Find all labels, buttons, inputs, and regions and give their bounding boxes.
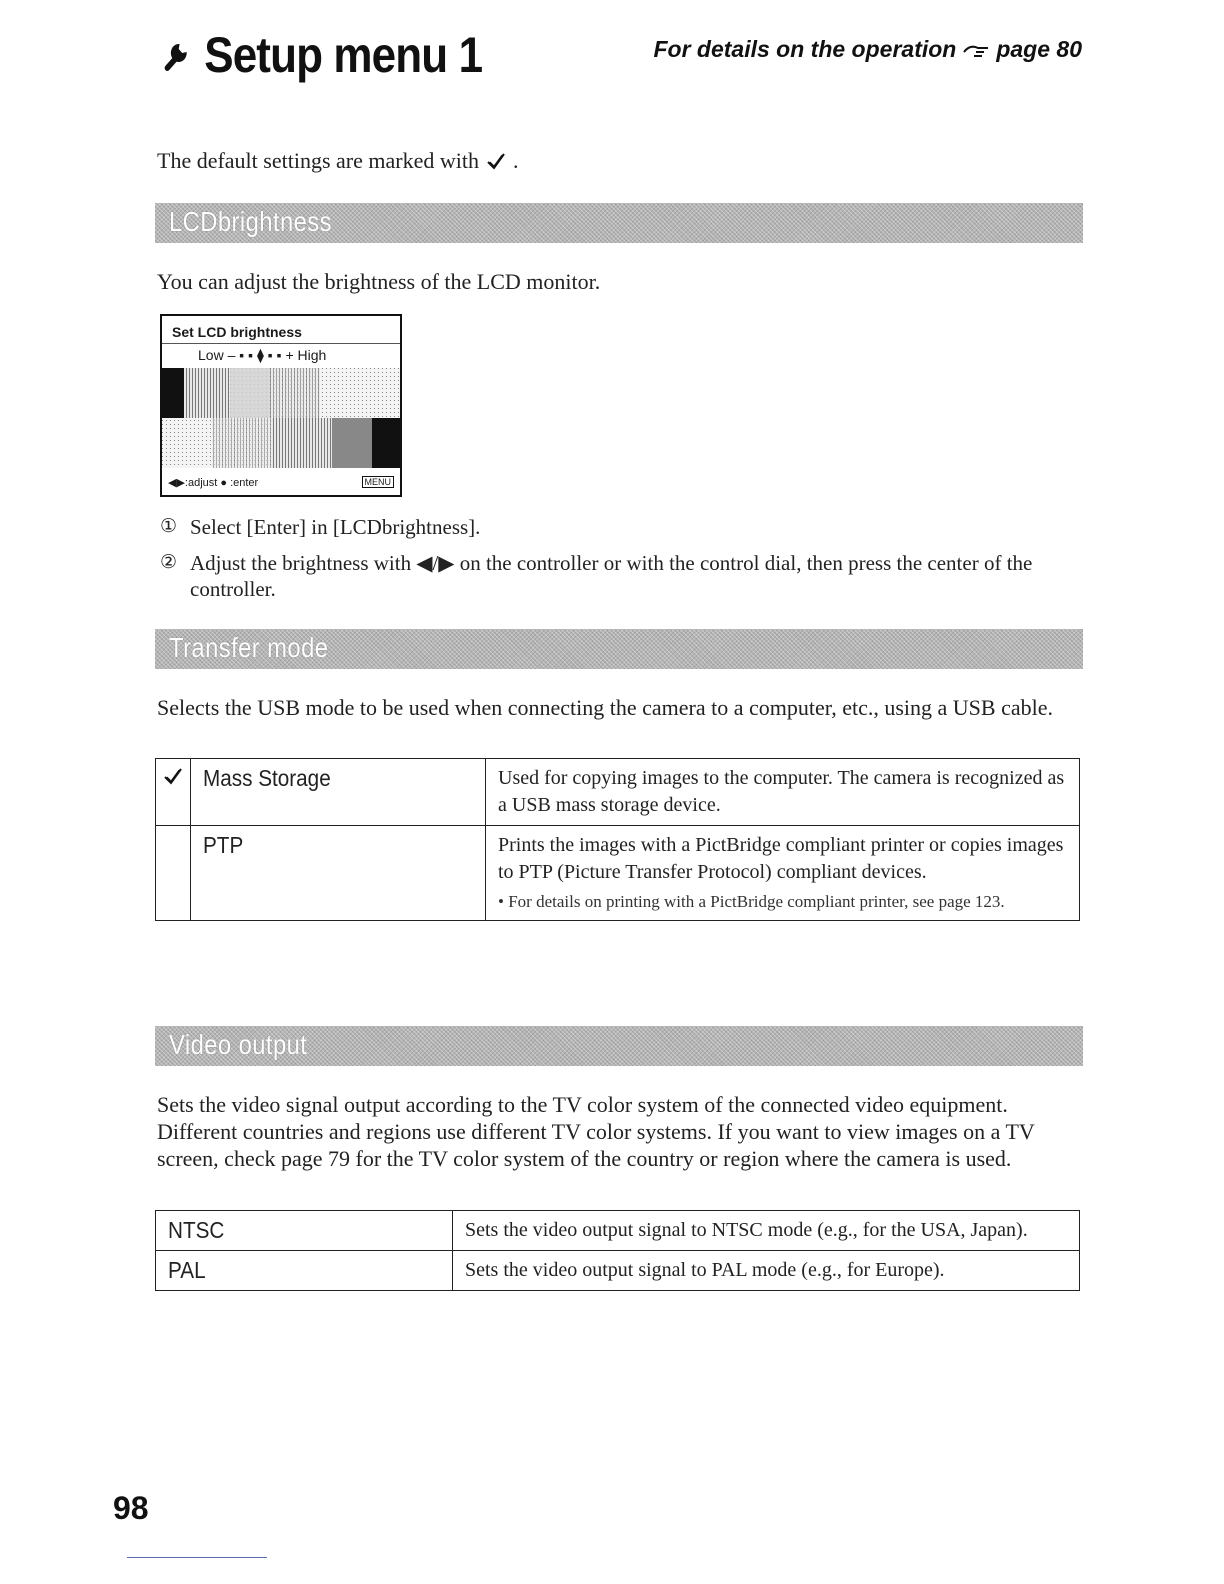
- table-row: [156, 759, 1080, 826]
- option-desc-cell: [453, 1211, 1080, 1251]
- option-desc-cell: [486, 826, 1080, 921]
- video-description: Sets the video signal output according to the TV color system of the connected video equipment. Different countries and regions use different TV color systems. If you want to view images on a TV screen, check page 79 for the TV color system of the country or region where the camera is used.: [157, 1092, 1035, 1171]
- section-title: LCDbrightness: [169, 206, 332, 237]
- section-title: Transfer mode: [169, 632, 329, 663]
- lcd-test-image: [162, 368, 400, 468]
- default-mark-cell: [156, 826, 191, 921]
- table-row: [156, 1211, 1080, 1251]
- option-name-cell: [191, 826, 486, 921]
- option-desc-cell: [486, 759, 1080, 826]
- section-title: Video output: [169, 1029, 308, 1060]
- table-row: [156, 826, 1080, 921]
- intro-text: The default settings are marked with: [157, 148, 479, 173]
- section-bar-transfer-mode: [155, 629, 1083, 669]
- option-desc: Prints the images with a PictBridge compliant printer or copies images to PTP (Picture Transfer Protocol) compliant devices.: [498, 834, 1064, 883]
- default-settings-note: [157, 148, 518, 174]
- option-name-cell: [156, 1251, 453, 1291]
- section-bar-video-output: [155, 1026, 1083, 1066]
- lcd-screen-footer: ◀▶:adjust ● :enter: [168, 477, 259, 489]
- option-name: Mass Storage: [203, 765, 331, 791]
- page-title-text: Setup menu 1: [204, 27, 483, 83]
- lcd-screen-illustration: [160, 314, 402, 497]
- ref-text: For details on the operation: [653, 36, 957, 62]
- option-name: NTSC: [168, 1217, 225, 1243]
- intro-end: .: [512, 148, 519, 173]
- operation-reference: [653, 36, 1082, 63]
- step-number: ①: [160, 516, 178, 537]
- lcd-brightness-scale: Low – ▪ ▪ ⧫ ▪ ▪ + High: [198, 347, 327, 363]
- default-mark-cell: [156, 759, 191, 826]
- default-check-icon: [162, 765, 184, 787]
- option-note: • For details on printing with a PictBridge compliant printer, see page 123.: [498, 892, 1005, 911]
- table-row: [156, 1251, 1080, 1291]
- transfer-mode-table: [155, 758, 1080, 921]
- option-name: PAL: [168, 1257, 206, 1283]
- step-text: Adjust the brightness with ◀/▶ on the controller or with the control dial, then press the center of the controller.: [190, 551, 1033, 601]
- option-name: PTP: [203, 832, 244, 858]
- option-desc: Sets the video output signal to NTSC mode (e.g., for the USA, Japan).: [465, 1219, 1028, 1241]
- option-desc-cell: [453, 1251, 1080, 1291]
- lcd-step-2: [160, 550, 1080, 602]
- video-output-table: [155, 1210, 1080, 1291]
- option-desc: Sets the video output signal to PAL mode (e.g., for Europe).: [465, 1259, 945, 1281]
- footer-rule: [127, 1557, 267, 1558]
- pointing-hand-icon: [962, 40, 990, 60]
- page-number: 98: [113, 1490, 149, 1526]
- option-desc: Used for copying images to the computer. The camera is recognized as a USB mass storage device.: [498, 767, 1065, 816]
- menu-button-label: MENU: [362, 476, 395, 488]
- lcd-description: You can adjust the brightness of the LCD monitor.: [157, 269, 601, 294]
- transfer-description: Selects the USB mode to be used when connecting the camera to a computer, etc., using a USB cable.: [157, 695, 1053, 720]
- page-title: [162, 26, 482, 84]
- step-number: ②: [160, 552, 178, 573]
- ref-page: page 80: [996, 36, 1082, 62]
- lcd-screen-divider: [162, 343, 400, 344]
- default-check-icon: [485, 150, 507, 172]
- option-name-cell: [156, 1211, 453, 1251]
- section-bar-lcd-brightness: [155, 203, 1083, 243]
- lcd-step-1: [160, 514, 1080, 540]
- lcd-screen-title: Set LCD brightness: [172, 324, 302, 340]
- step-text: Select [Enter] in [LCDbrightness].: [190, 515, 481, 539]
- wrench-icon: [162, 38, 192, 72]
- option-name-cell: [191, 759, 486, 826]
